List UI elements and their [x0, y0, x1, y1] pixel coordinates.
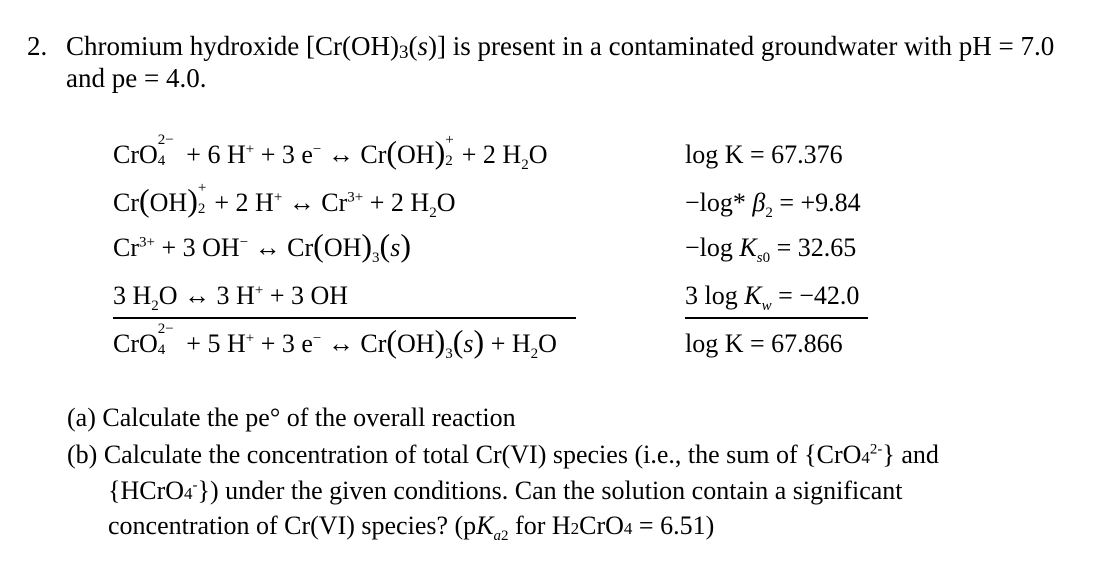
overall-reaction: CrO 2− 4 + 5 H+ + 3 e− ↔ $Cr(OH)_3(s) + H_2O$: [113, 320, 557, 363]
sum-rule-log-k: [685, 317, 868, 319]
reaction-1-log-k: log K = 67.376: [685, 140, 843, 169]
part-b-line-2: {HCrO4-}) under the given conditions. Can the solution contain a significant: [108, 476, 903, 505]
problem-statement-line-2: and pe = 4.0.: [66, 63, 207, 93]
reaction-3-log-k: −log $K_{s0} = 32.65$: [685, 233, 857, 267]
reaction-3: $Cr^{3+} + 3$ OH− ↔ $Cr(OH)_3(s)$: [113, 227, 411, 267]
reaction-1: CrO 2− 4 + 6 H+ + 3 e− ↔ Cr(OH) + 2 + 2 $H_2O$: [113, 131, 548, 174]
overall-reaction-log-k: log K = 67.866: [685, 329, 843, 358]
reaction-2-log-k: −log* $\beta_2 = +9.84$: [685, 188, 861, 222]
problem-number: 2.: [27, 31, 48, 61]
problem-statement-line-1: Chromium hydroxide [Cr(OH)3(s)] is present in a contaminated groundwater with pH = 7.0: [66, 31, 1055, 63]
reaction-4-log-k: 3 $\log K_w = -42.0$: [685, 281, 860, 315]
part-b-line-1: (b) Calculate the concentration of total Cr(VI) species (i.e., the sum of $\{CrO4^{2-}\}$ and: [67, 440, 939, 469]
sum-rule-reactions: [113, 317, 576, 319]
part-b-line-3: concentration of Cr(VI) species? ($pK_{a2}$ for H2CrO4 = 6.51): [108, 511, 715, 545]
part-a: (a) Calculate the pe° of the overall reaction: [67, 403, 516, 432]
reaction-2: Cr(OH) + 2 + 2 H+ ↔ $Cr^{3+} + 2$ $H_2O$: [113, 179, 456, 222]
reaction-4: 3 $H_2O$ ↔ 3 H+ + 3 OH: [113, 281, 349, 315]
